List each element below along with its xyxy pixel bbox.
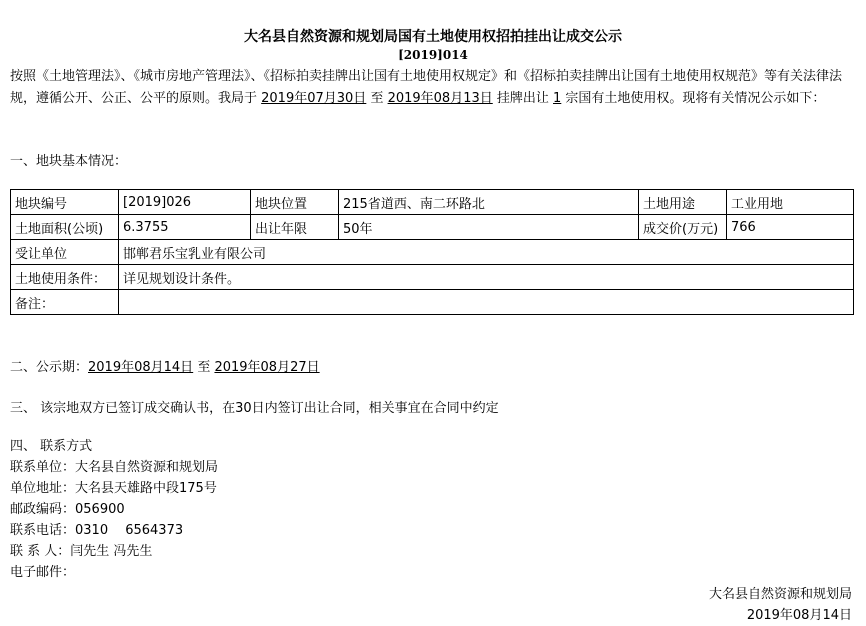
area-value: 6.3755 <box>119 215 251 240</box>
term-label: 出让年限 <box>251 215 339 240</box>
issuing-organization: 大名县自然资源和规划局 <box>708 587 852 602</box>
contact-phone: 联系电话：0310 6564373 <box>10 523 184 538</box>
listing-start-date: 2019年07月30日 <box>261 91 367 106</box>
publicity-to: 至 <box>193 360 215 375</box>
contact-section <box>10 436 218 583</box>
table-row <box>11 190 854 215</box>
contact-unit: 联系单位：大名县自然资源和规划局 <box>10 460 219 475</box>
contact-person: 联 系 人：闫先生 冯先生 <box>10 544 153 559</box>
contact-address: 单位地址：大名县天雄路中段175号 <box>10 481 217 496</box>
document-number: [2019]014 <box>398 48 468 62</box>
document-title: 大名县自然资源和规划局国有土地使用权招拍挂出让成交公示 <box>244 29 622 45</box>
remarks-value <box>119 290 854 315</box>
signature-block <box>709 584 852 626</box>
intro-text-2: 至 <box>366 91 388 106</box>
section-1-heading: 一、地块基本情况： <box>10 154 128 169</box>
table-row <box>11 215 854 240</box>
parcel-info-table <box>10 189 854 315</box>
contact-heading: 四、 联系方式 <box>10 439 93 454</box>
parcel-id-label: 地块编号 <box>11 190 119 215</box>
table-row <box>11 290 854 315</box>
transferee-value: 邯郸君乐宝乳业有限公司 <box>119 240 854 265</box>
parcel-id-value: [2019]026 <box>119 190 251 215</box>
land-use-value: 工业用地 <box>727 190 854 215</box>
intro-paragraph <box>10 66 856 110</box>
conditions-value: 详见规划设计条件。 <box>119 265 854 290</box>
intro-text-4: 宗国有土地使用权。现将有关情况公示如下： <box>561 91 826 106</box>
listing-end-date: 2019年08月13日 <box>387 91 493 106</box>
table-row <box>11 240 854 265</box>
price-value: 766 <box>727 215 854 240</box>
remarks-label: 备注： <box>11 290 119 315</box>
intro-text-1: 按照《土地管理法》、《城市房地产管理法》、《招标拍卖挂牌出让国有土地使用权规定》和《招标拍卖挂牌出让国有土地使用权规范》等有关法律法规，遵循公开、公正、公平的原则。我局于 <box>10 69 843 106</box>
contact-postcode: 邮政编码：056900 <box>10 502 125 517</box>
location-value: 215省道西、南二环路北 <box>339 190 639 215</box>
price-label: 成交价(万元) <box>639 215 727 240</box>
issue-date: 2019年08月14日 <box>746 608 852 623</box>
table-row <box>11 265 854 290</box>
publicity-end-date: 2019年08月27日 <box>214 360 320 375</box>
intro-text-3: 挂牌出让 <box>492 91 554 106</box>
publicity-period <box>10 356 320 375</box>
conditions-label: 土地使用条件： <box>11 265 119 290</box>
land-use-label: 土地用途 <box>639 190 727 215</box>
section-3-text: 三、 该宗地双方已签订成交确认书，在30日内签订出让合同，相关事宜在合同中约定 <box>10 401 499 416</box>
contact-email: 电子邮件： <box>10 565 76 580</box>
area-label: 土地面积(公顷) <box>11 215 119 240</box>
publicity-label: 二、公示期： <box>10 360 89 375</box>
term-value: 50年 <box>339 215 639 240</box>
parcel-count: 1 <box>553 91 562 106</box>
publicity-start-date: 2019年08月14日 <box>88 360 194 375</box>
location-label: 地块位置 <box>251 190 339 215</box>
transferee-label: 受让单位 <box>11 240 119 265</box>
